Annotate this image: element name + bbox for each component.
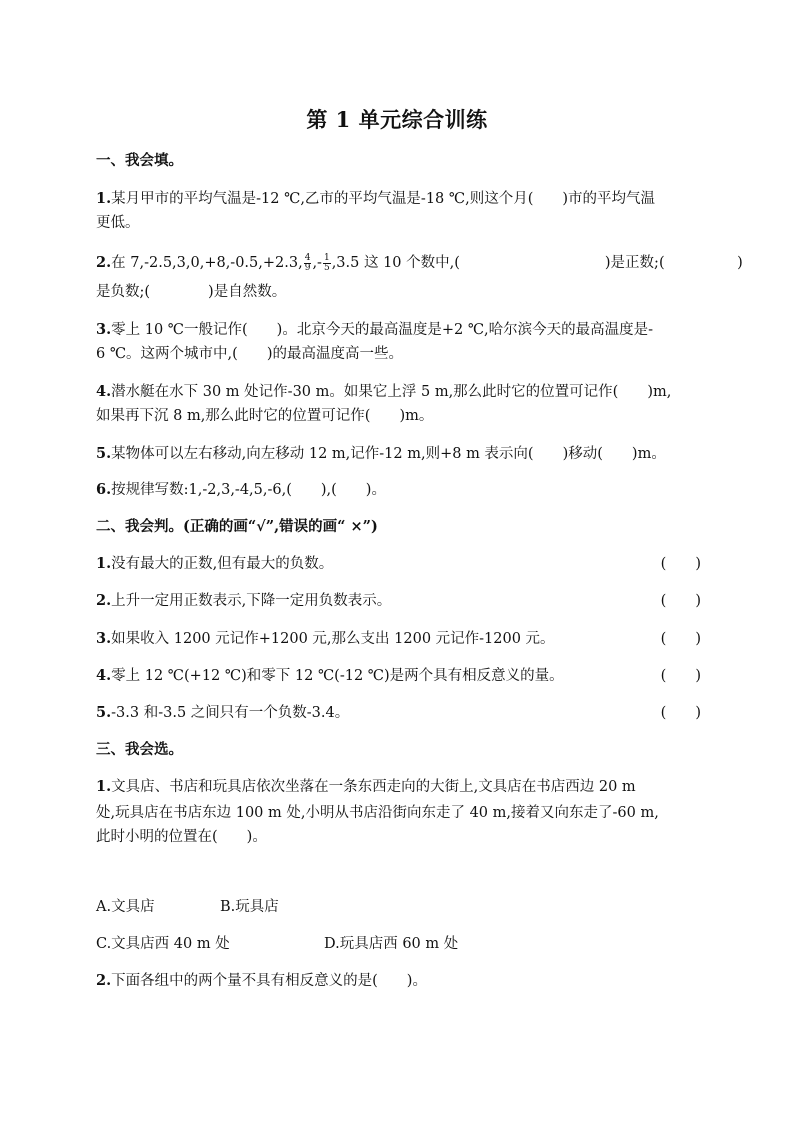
question-number: 4. xyxy=(96,667,112,684)
question-1-4-line1 xyxy=(96,382,701,402)
question-number: 2. xyxy=(96,592,112,609)
question-1-4-line2: 如果再下沉 8 m,那么此时它的位置可记作( )m。 xyxy=(96,408,434,424)
question-number: 2. xyxy=(96,254,112,271)
question-1-1-line2: 更低。 xyxy=(96,215,140,231)
question-text: 文具店、书店和玩具店依次坐落在一条东西走向的大街上,文具店在书店西边 20 m xyxy=(111,779,636,795)
question-number: 4. xyxy=(96,383,112,400)
options-row-cd xyxy=(96,934,701,954)
question-number: 5. xyxy=(96,445,112,462)
judge-text: 没有最大的正数,但有最大的负数。 xyxy=(111,556,334,572)
section-heading-fill: 一、我会填。 xyxy=(96,152,183,169)
question-1-3-line1 xyxy=(96,320,701,340)
question-text: 潜水艇在水下 30 m 处记作-30 m。如果它上浮 5 m,那么此时它的位置可记作( )m, xyxy=(111,384,672,400)
fraction-numerator: 4 xyxy=(304,252,311,263)
judge-item xyxy=(96,629,701,649)
fraction-numerator: 1 xyxy=(323,252,330,263)
question-text-post: ,3.5 这 10 个数中,( )是正数;( ) xyxy=(331,255,743,271)
question-number: 3. xyxy=(96,321,112,338)
option-a[interactable]: A.文具店 xyxy=(96,899,155,915)
question-1-2-line2: 是负数;( )是自然数。 xyxy=(96,284,287,300)
question-number: 1. xyxy=(96,555,112,572)
fraction-one-fifth xyxy=(323,254,331,273)
judge-item xyxy=(96,666,701,686)
option-d[interactable]: D.玩具店西 60 m 处 xyxy=(324,936,459,952)
question-text: 下面各组中的两个量不具有相反意义的是( )。 xyxy=(111,973,427,989)
page-title: 第 1 单元综合训练 xyxy=(306,107,488,132)
judge-text: 上升一定用正数表示,下降一定用负数表示。 xyxy=(111,593,392,609)
judge-item xyxy=(96,703,701,723)
section-heading-judge: 二、我会判。(正确的画“√”,错误的画“ ×”) xyxy=(96,518,378,535)
question-number: 2. xyxy=(96,972,112,989)
question-3-2 xyxy=(96,971,701,991)
judge-item xyxy=(96,591,701,611)
question-number: 1. xyxy=(96,190,112,207)
question-number: 5. xyxy=(96,704,112,721)
question-text: 按规律写数:1,-2,3,-4,5,-6,( ),( )。 xyxy=(111,482,386,498)
question-text: 某物体可以左右移动,向左移动 12 m,记作-12 m,则+8 m 表示向( )移动( )m。 xyxy=(111,446,666,462)
fraction-four-ninths xyxy=(304,254,312,273)
question-text-pre: 在 7,-2.5,3,0,+8,-0.5,+2.3, xyxy=(111,255,303,271)
question-1-2-line1 xyxy=(96,252,743,273)
answer-parentheses[interactable]: ( ) xyxy=(660,631,701,647)
question-number: 1. xyxy=(96,778,112,795)
judge-text: 如果收入 1200 元记作+1200 元,那么支出 1200 元记作-1200 元。 xyxy=(111,631,555,647)
question-1-6 xyxy=(96,480,701,500)
judge-text: -3.3 和-3.5 之间只有一个负数-3.4。 xyxy=(111,705,350,721)
judge-item xyxy=(96,554,701,574)
fraction-denominator: 9 xyxy=(304,262,311,273)
question-number: 6. xyxy=(96,481,112,498)
question-text: 零上 10 ℃一般记作( )。北京今天的最高温度是+2 ℃,哈尔滨今天的最高温度是- xyxy=(111,322,654,338)
question-1-5 xyxy=(96,444,701,464)
answer-parentheses[interactable]: ( ) xyxy=(660,556,701,572)
options-row-ab xyxy=(96,897,701,917)
question-1-3-line2: 6 ℃。这两个城市中,( )的最高温度高一些。 xyxy=(96,346,403,362)
fraction-denominator: 5 xyxy=(323,262,330,273)
question-3-1-line3: 此时小明的位置在( )。 xyxy=(96,829,267,845)
question-3-1-line2: 处,玩具店在书店东边 100 m 处,小明从书店沿街向东走了 40 m,接着又向东走了-60 m, xyxy=(96,805,659,821)
question-number: 3. xyxy=(96,630,112,647)
question-text: 某月甲市的平均气温是-12 ℃,乙市的平均气温是-18 ℃,则这个月( )市的平均气温 xyxy=(111,191,656,207)
question-1-1-line1 xyxy=(96,189,701,209)
option-b[interactable]: B.玩具店 xyxy=(220,899,279,915)
answer-parentheses[interactable]: ( ) xyxy=(660,705,701,721)
judge-text: 零上 12 ℃(+12 ℃)和零下 12 ℃(-12 ℃)是两个具有相反意义的量。 xyxy=(111,668,564,684)
question-3-1-line1 xyxy=(96,777,701,797)
section-heading-choose: 三、我会选。 xyxy=(96,741,183,758)
question-text-mid: ,- xyxy=(312,255,322,271)
answer-parentheses[interactable]: ( ) xyxy=(660,593,701,609)
option-c[interactable]: C.文具店西 40 m 处 xyxy=(96,936,230,952)
answer-parentheses[interactable]: ( ) xyxy=(660,668,701,684)
